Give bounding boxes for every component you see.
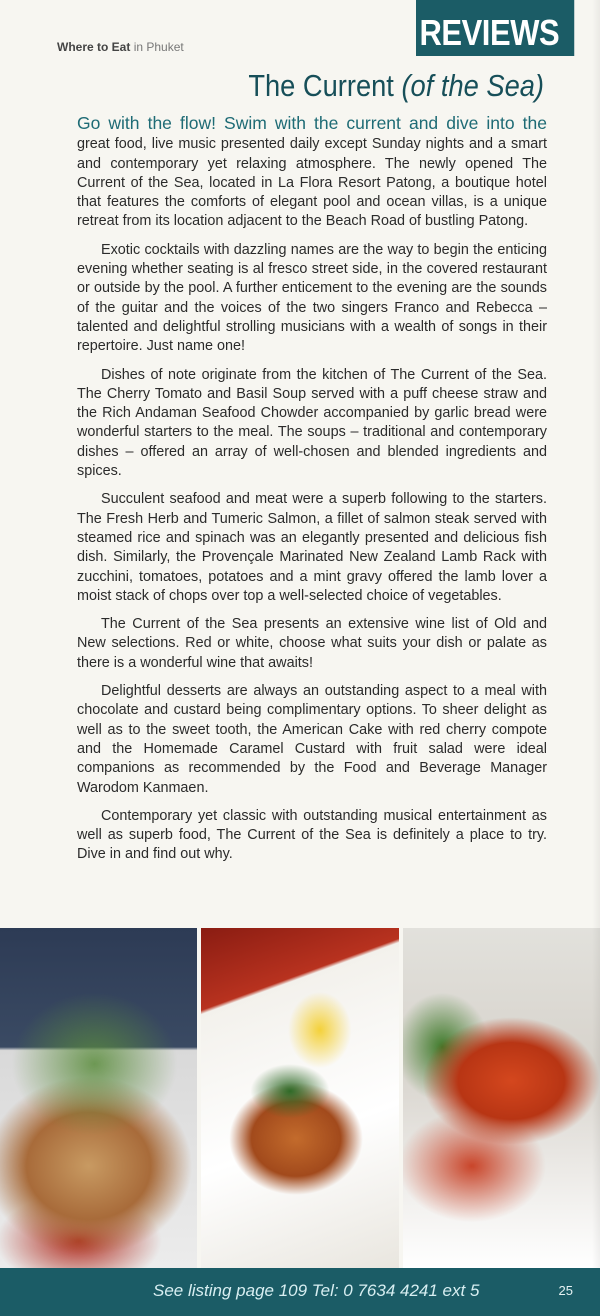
section-label-location: in Phuket	[133, 40, 184, 54]
page-number: 25	[558, 1283, 573, 1298]
reviews-tab: REVIEWS	[416, 0, 574, 56]
lead-highlight: Go with the flow! Swim with the current and dive into the	[77, 113, 547, 133]
footer-listing: See listing page 109 Tel: 0 7634 4241 ext 5	[153, 1281, 480, 1300]
paragraph-wine: The Current of the Sea presents an extensive wine list of Old and New selections. Red or white, choose what suits your dish or palate as there is a wonderful wine that awaits!	[77, 616, 547, 671]
section-label-bold: Where to Eat	[57, 40, 131, 54]
seafood-platter-photo	[403, 928, 600, 1268]
paragraph-mains: Succulent seafood and meat were a superb following to the starters. The Fresh Herb and Tumeric Salmon, a fillet of salmon steak served with steamed rice and spinach was an elegantly presented and delicious fish dish. Similarly, the Provençale Marinated New Zealand Lamb Rack with zucchini, tomatoes, potatoes and a mint gravy offered the lamb lover a moist stack of chops over top a well-selected choice of vegetables.	[77, 491, 547, 604]
paragraph-cocktails: Exotic cocktails with dazzling names are the way to begin the enticing evening whether seating is al fresco street side, in the covered restaurant or outside by the pool. A further enticement to the evening are the sounds of the guitar and the voices of the two singers Franco and Rebecca – talented and delightful strolling musicians with a wealth of songs in their repertoire. Just name one!	[77, 241, 547, 355]
paragraph-desserts: Delightful desserts are always an outstanding aspect to a meal with chocolate and custard being complimentary options. To sheer delight as well as to the sweet tooth, the American Cake with red cherry compote and the Homemade Caramel Custard with fruit salad were ideal companions as recommended by the Food and Beverage Manager Warodom Kanmaen.	[77, 683, 547, 796]
photo-strip	[0, 928, 600, 1268]
page-binding-shadow	[592, 0, 600, 1268]
salmon-photo	[201, 928, 398, 1268]
article-title	[248, 68, 544, 104]
lead-paragraph	[77, 114, 547, 232]
lead-rest: great food, live music presented daily except Sunday nights and a smart and contemporary yet relaxing atmosphere. The newly opened The Current of the Sea, located in La Flora Resort Patong, a boutique hotel that features the comforts of elegant pool and ocean villas, is a unique retreat from its location adjacent to the Beach Road of bustling Patong.	[77, 136, 547, 230]
title-italic: (of the Sea)	[401, 68, 544, 103]
paragraph-conclusion: Contemporary yet classic with outstanding musical entertainment as well as superb food, The Current of the Sea is definitely a place to try. Dive in and find out why.	[77, 807, 547, 863]
paragraph-starters: Dishes of note originate from the kitchen of The Current of the Sea. The Cherry Tomato and Basil Soup served with a puff cheese straw and the Rich Andaman Seafood Chowder accompanied by garlic bread were wonderful starters to the meal. The soups – traditional and contemporary dishes – offered an array of well-chosen and blended ingredients and spices.	[77, 366, 547, 480]
footer-bar	[0, 1268, 600, 1316]
title-main: The Current	[248, 68, 394, 103]
article-body	[77, 114, 547, 874]
lamb-rack-photo	[0, 928, 197, 1268]
section-label	[57, 40, 184, 54]
